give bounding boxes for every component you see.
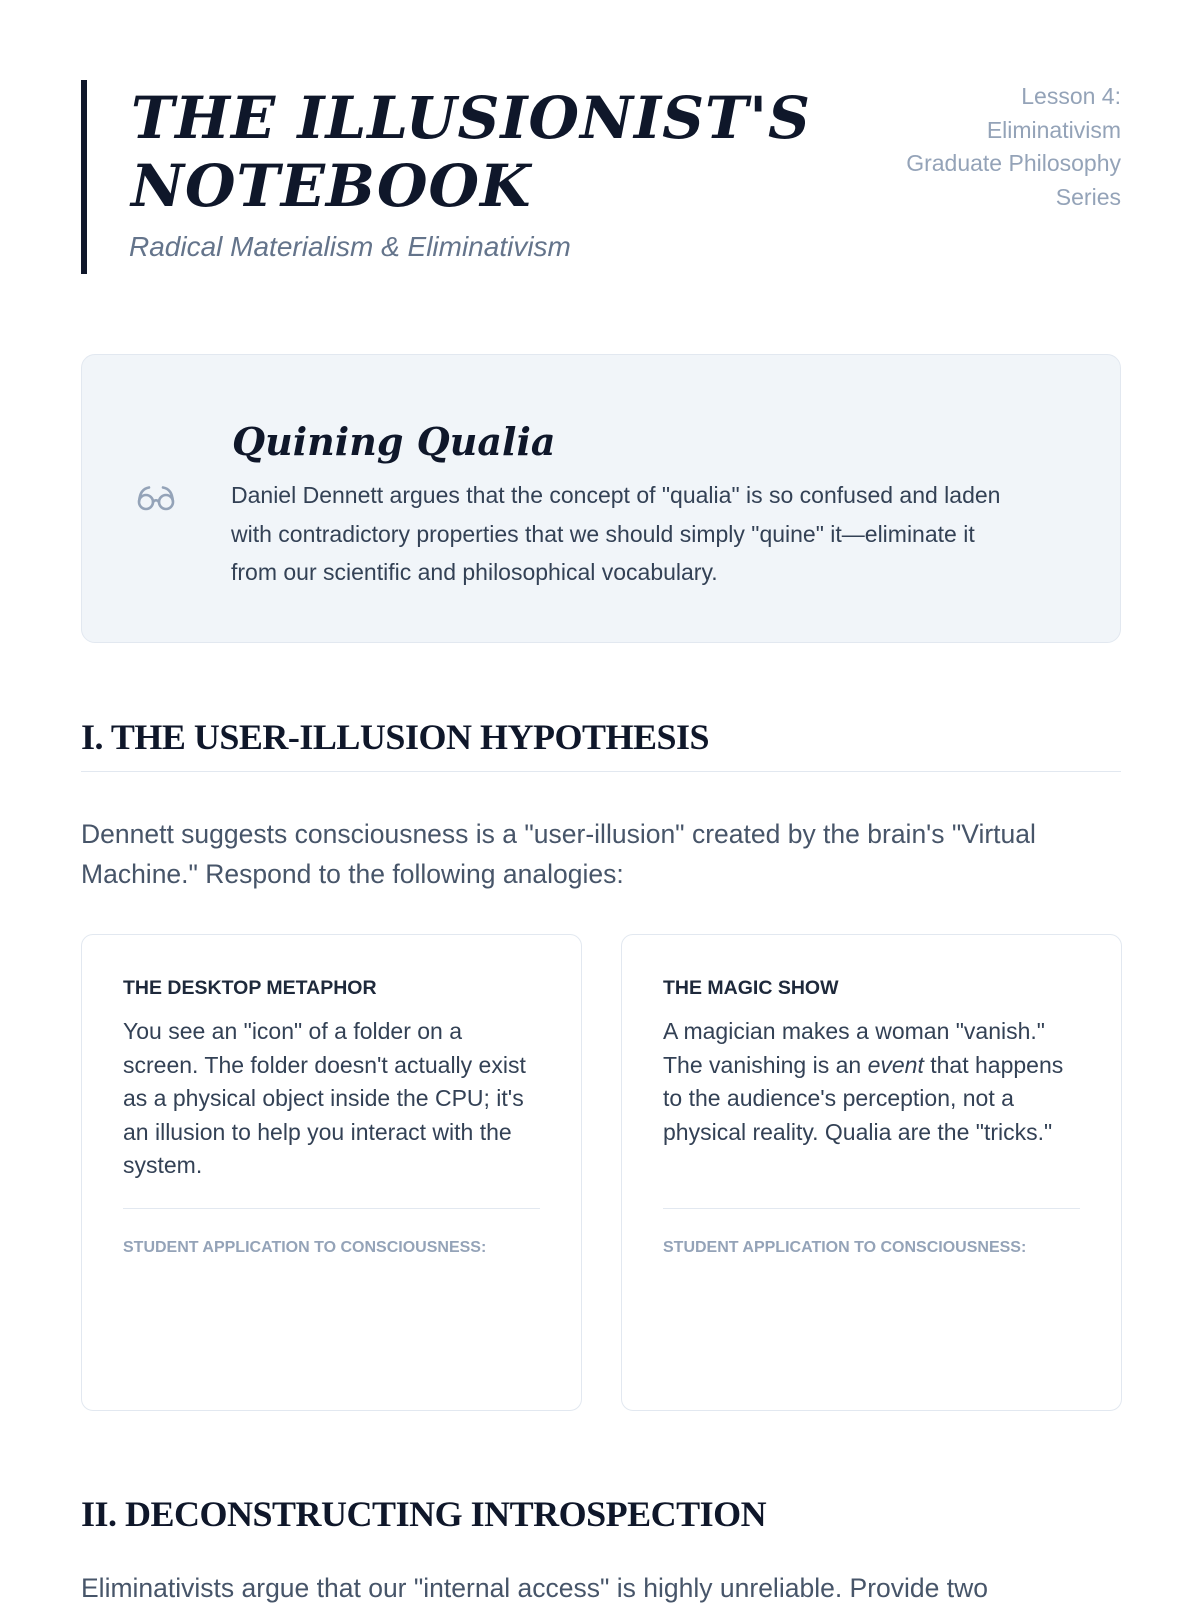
card-divider (663, 1208, 1080, 1209)
quote-body: Daniel Dennett argues that the concept of "qualia" is so confused and laden with contradictory properties that we should simply "quine" it—eliminate it from our scientific and philosophical vocabulary. (231, 482, 1001, 585)
lesson-meta (881, 80, 1121, 214)
card-title: THE DESKTOP METAPHOR (123, 977, 377, 999)
series-label: Graduate Philosophy Series (906, 150, 1121, 210)
card-body (663, 1015, 1078, 1149)
section-1-heading: I. THE USER-ILLUSION HYPOTHESIS (81, 717, 710, 757)
quote-card (81, 354, 1121, 643)
page-subtitle: Radical Materialism & Eliminativism (129, 231, 571, 262)
section-2-intro: Eliminativists argue that our "internal access" is highly unreliable. Provide two (81, 1573, 988, 1603)
card-body: You see an "icon" of a folder on a screen. The folder doesn't actually exist as a physical object inside the CPU; it's an illusion to help you interact with the system. (123, 1018, 526, 1178)
card-title: THE MAGIC SHOW (663, 977, 839, 999)
student-answer-area[interactable] (663, 1271, 1080, 1380)
page-header (81, 80, 1121, 274)
spectacles-icon (136, 477, 176, 517)
student-application-label: STUDENT APPLICATION TO CONSCIOUSNESS: (663, 1239, 1027, 1256)
section-1-divider (81, 771, 1121, 772)
section-1-intro: Dennett suggests consciousness is a "user-illusion" created by the brain's "Virtual Machine." Respond to the following analogies: (81, 819, 1036, 889)
header-accent-bar (81, 80, 87, 274)
card-body-emphasis: event (867, 1051, 924, 1078)
quote-title: Quining Qualia (232, 419, 556, 464)
lesson-label: Lesson 4: Eliminativism (986, 83, 1121, 143)
card-divider (123, 1208, 540, 1209)
desktop-metaphor-card (81, 934, 582, 1411)
card-body-text: A magician makes a woman "vanish." The vanishing is an (663, 1018, 1045, 1078)
magic-show-card (621, 934, 1122, 1411)
card-body-text: that happens to the audience's perception, not a physical reality. Qualia are the "tricks." (663, 1051, 1064, 1145)
page-title: THE ILLUSIONIST'S NOTEBOOK (131, 84, 811, 220)
student-answer-area[interactable] (123, 1271, 540, 1380)
section-2-heading: II. DECONSTRUCTING INTROSPECTION (81, 1494, 767, 1534)
student-application-label: STUDENT APPLICATION TO CONSCIOUSNESS: (123, 1239, 487, 1256)
